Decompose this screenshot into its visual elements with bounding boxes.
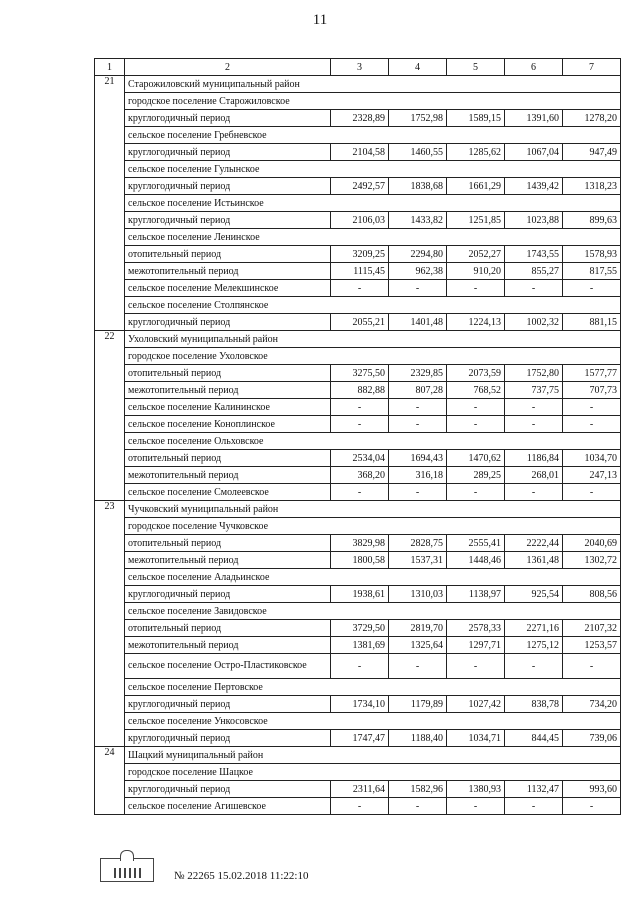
value-cell: - (563, 399, 621, 416)
value-cell: 247,13 (563, 467, 621, 484)
value-cell: 2534,04 (331, 450, 389, 467)
value-cell: 739,06 (563, 730, 621, 747)
table-row (95, 314, 621, 331)
value-cell: 1578,93 (563, 246, 621, 263)
table-row (95, 382, 621, 399)
period-label: отопительный период (125, 620, 331, 637)
settlement-name: сельское поселение Столпянское (125, 297, 621, 314)
value-cell: 925,54 (505, 586, 563, 603)
value-cell: 3729,50 (331, 620, 389, 637)
value-cell: 1275,12 (505, 637, 563, 654)
value-cell: 1002,32 (505, 314, 563, 331)
value-cell: - (331, 798, 389, 815)
value-cell: - (331, 654, 389, 679)
value-cell: 817,55 (563, 263, 621, 280)
table-row (95, 713, 621, 730)
settlement-name: сельское поселение Ункосовское (125, 713, 621, 730)
value-cell: - (563, 280, 621, 297)
period-label: межотопительный период (125, 382, 331, 399)
value-cell: 1401,48 (389, 314, 447, 331)
value-cell: - (331, 280, 389, 297)
value-cell: 899,63 (563, 212, 621, 229)
settlement-name: сельское поселение Коноплинское (125, 416, 331, 433)
table-row (95, 433, 621, 450)
header-cell: 3 (331, 59, 389, 76)
value-cell: 3829,98 (331, 535, 389, 552)
value-cell: 1310,03 (389, 586, 447, 603)
value-cell: 737,75 (505, 382, 563, 399)
value-cell: 1253,57 (563, 637, 621, 654)
value-cell: 1325,64 (389, 637, 447, 654)
table-row (95, 764, 621, 781)
period-label: круглогодичный период (125, 110, 331, 127)
value-cell: 1132,47 (505, 781, 563, 798)
table-row (95, 331, 621, 348)
value-cell: 368,20 (331, 467, 389, 484)
period-label: круглогодичный период (125, 696, 331, 713)
value-cell: 1694,43 (389, 450, 447, 467)
table-row (95, 730, 621, 747)
value-cell: 2107,32 (563, 620, 621, 637)
period-label: межотопительный период (125, 552, 331, 569)
table-row (95, 365, 621, 382)
period-label: круглогодичный период (125, 212, 331, 229)
settlement-name: городское поселение Чучковское (125, 518, 621, 535)
value-cell: 1752,80 (505, 365, 563, 382)
settlement-name: сельское поселение Аладьинское (125, 569, 621, 586)
value-cell: 316,18 (389, 467, 447, 484)
period-label: круглогодичный период (125, 314, 331, 331)
value-cell: 1179,89 (389, 696, 447, 713)
value-cell: 2294,80 (389, 246, 447, 263)
district-name: Чучковский муниципальный район (125, 501, 621, 518)
value-cell: 1661,29 (447, 178, 505, 195)
table-row (95, 620, 621, 637)
settlement-name: сельское поселение Агишевское (125, 798, 331, 815)
value-cell: 2271,16 (505, 620, 563, 637)
table-row (95, 679, 621, 696)
district-number: 21 (95, 76, 125, 331)
value-cell: 1188,40 (389, 730, 447, 747)
table-row (95, 93, 621, 110)
value-cell: 2555,41 (447, 535, 505, 552)
value-cell: - (389, 654, 447, 679)
value-cell: - (505, 399, 563, 416)
table-row (95, 161, 621, 178)
value-cell: 1439,42 (505, 178, 563, 195)
settlement-name: сельское поселение Истьинское (125, 195, 621, 212)
settlement-name: сельское поселение Калининское (125, 399, 331, 416)
value-cell: - (447, 484, 505, 501)
value-cell: 1318,23 (563, 178, 621, 195)
value-cell: - (505, 416, 563, 433)
settlement-name: сельское поселение Ольховское (125, 433, 621, 450)
value-cell: 768,52 (447, 382, 505, 399)
value-cell: 2328,89 (331, 110, 389, 127)
table-header (95, 59, 621, 76)
district-number: 22 (95, 331, 125, 501)
value-cell: 855,27 (505, 263, 563, 280)
value-cell: 1297,71 (447, 637, 505, 654)
value-cell: 1752,98 (389, 110, 447, 127)
district-number: 24 (95, 747, 125, 815)
value-cell: 993,60 (563, 781, 621, 798)
value-cell: - (389, 399, 447, 416)
value-cell: - (331, 399, 389, 416)
value-cell: 1470,62 (447, 450, 505, 467)
value-cell: 1800,58 (331, 552, 389, 569)
table-row (95, 518, 621, 535)
settlement-name: сельское поселение Гребневское (125, 127, 621, 144)
settlement-name: городское поселение Ухоловское (125, 348, 621, 365)
value-cell: 1537,31 (389, 552, 447, 569)
value-cell: 3209,25 (331, 246, 389, 263)
value-cell: 1433,82 (389, 212, 447, 229)
header-cell: 6 (505, 59, 563, 76)
table-row (95, 178, 621, 195)
value-cell: 2311,64 (331, 781, 389, 798)
period-label: межотопительный период (125, 637, 331, 654)
value-cell: 2828,75 (389, 535, 447, 552)
value-cell: 881,15 (563, 314, 621, 331)
value-cell: 910,20 (447, 263, 505, 280)
value-cell: - (563, 654, 621, 679)
header-cell: 4 (389, 59, 447, 76)
value-cell: 1115,45 (331, 263, 389, 280)
value-cell: 962,38 (389, 263, 447, 280)
value-cell: - (505, 484, 563, 501)
table-row (95, 569, 621, 586)
settlement-name: сельское поселение Ленинское (125, 229, 621, 246)
value-cell: 2052,27 (447, 246, 505, 263)
value-cell: 947,49 (563, 144, 621, 161)
period-label: круглогодичный период (125, 730, 331, 747)
value-cell: - (331, 416, 389, 433)
table-row (95, 297, 621, 314)
value-cell: 807,28 (389, 382, 447, 399)
header-cell: 7 (563, 59, 621, 76)
value-cell: 882,88 (331, 382, 389, 399)
table-row (95, 144, 621, 161)
value-cell: 1251,85 (447, 212, 505, 229)
footer (100, 858, 308, 882)
value-cell: - (505, 654, 563, 679)
value-cell: 2222,44 (505, 535, 563, 552)
value-cell: 1027,42 (447, 696, 505, 713)
table-row (95, 246, 621, 263)
table-row (95, 603, 621, 620)
value-cell: - (389, 484, 447, 501)
settlement-name: сельское поселение Остро-Пластиковское (125, 654, 331, 679)
page-number: 11 (312, 12, 328, 28)
value-cell: - (447, 798, 505, 815)
table-row (95, 552, 621, 569)
table-row (95, 416, 621, 433)
value-cell: - (563, 798, 621, 815)
district-name: Ухоловский муниципальный район (125, 331, 621, 348)
value-cell: 1034,71 (447, 730, 505, 747)
district-name: Старожиловский муниципальный район (125, 76, 621, 93)
period-label: отопительный период (125, 535, 331, 552)
table-row (95, 280, 621, 297)
settlement-name: сельское поселение Завидовское (125, 603, 621, 620)
value-cell: 3275,50 (331, 365, 389, 382)
table-row (95, 781, 621, 798)
value-cell: 1743,55 (505, 246, 563, 263)
table-row (95, 263, 621, 280)
value-cell: 2104,58 (331, 144, 389, 161)
value-cell: - (447, 399, 505, 416)
period-label: отопительный период (125, 246, 331, 263)
value-cell: 1838,68 (389, 178, 447, 195)
table-row (95, 212, 621, 229)
value-cell: 1577,77 (563, 365, 621, 382)
value-cell: 2073,59 (447, 365, 505, 382)
table-row (95, 110, 621, 127)
value-cell: 808,56 (563, 586, 621, 603)
table-row (95, 696, 621, 713)
value-cell: 1138,97 (447, 586, 505, 603)
table-row (95, 484, 621, 501)
value-cell: - (447, 280, 505, 297)
value-cell: 1391,60 (505, 110, 563, 127)
value-cell: 734,20 (563, 696, 621, 713)
value-cell: 1448,46 (447, 552, 505, 569)
value-cell: 2492,57 (331, 178, 389, 195)
registry-logo-icon (100, 858, 154, 882)
settlement-name: городское поселение Старожиловское (125, 93, 621, 110)
table-row (95, 467, 621, 484)
table-row (95, 535, 621, 552)
value-cell: 2819,70 (389, 620, 447, 637)
header-cell: 2 (125, 59, 331, 76)
table-row (95, 348, 621, 365)
value-cell: 1460,55 (389, 144, 447, 161)
table-row (95, 450, 621, 467)
value-cell: 1582,96 (389, 781, 447, 798)
settlement-name: городское поселение Шацкое (125, 764, 621, 781)
table-row (95, 747, 621, 764)
value-cell: 2055,21 (331, 314, 389, 331)
value-cell: 1381,69 (331, 637, 389, 654)
settlement-name: сельское поселение Смолеевское (125, 484, 331, 501)
value-cell: 1278,20 (563, 110, 621, 127)
period-label: круглогодичный период (125, 781, 331, 798)
value-cell: 289,25 (447, 467, 505, 484)
value-cell: - (389, 416, 447, 433)
value-cell: 838,78 (505, 696, 563, 713)
header-cell: 5 (447, 59, 505, 76)
header-cell: 1 (95, 59, 125, 76)
table-row (95, 798, 621, 815)
value-cell: - (331, 484, 389, 501)
period-label: круглогодичный период (125, 178, 331, 195)
period-label: межотопительный период (125, 263, 331, 280)
table-row (95, 501, 621, 518)
settlement-name: сельское поселение Мелекшинское (125, 280, 331, 297)
table-row (95, 76, 621, 93)
table-row (95, 229, 621, 246)
value-cell: 268,01 (505, 467, 563, 484)
value-cell: - (447, 416, 505, 433)
value-cell: 1302,72 (563, 552, 621, 569)
table-body (95, 76, 621, 815)
value-cell: 1224,13 (447, 314, 505, 331)
value-cell: - (389, 798, 447, 815)
value-cell: - (563, 484, 621, 501)
tariff-table (94, 58, 621, 815)
value-cell: - (389, 280, 447, 297)
value-cell: - (505, 280, 563, 297)
value-cell: - (447, 654, 505, 679)
registration-stamp: № 22265 15.02.2018 11:22:10 (174, 870, 309, 882)
value-cell: 707,73 (563, 382, 621, 399)
value-cell: 1023,88 (505, 212, 563, 229)
period-label: межотопительный период (125, 467, 331, 484)
table-row (95, 654, 621, 679)
value-cell: 1361,48 (505, 552, 563, 569)
table-row (95, 399, 621, 416)
value-cell: 2106,03 (331, 212, 389, 229)
table-row (95, 195, 621, 212)
settlement-name: сельское поселение Пертовское (125, 679, 621, 696)
value-cell: 2040,69 (563, 535, 621, 552)
settlement-name: сельское поселение Гулынское (125, 161, 621, 178)
table-row (95, 586, 621, 603)
district-number: 23 (95, 501, 125, 747)
table-row (95, 637, 621, 654)
value-cell: 1589,15 (447, 110, 505, 127)
period-label: отопительный период (125, 365, 331, 382)
district-name: Шацкий муниципальный район (125, 747, 621, 764)
value-cell: 844,45 (505, 730, 563, 747)
value-cell: 1938,61 (331, 586, 389, 603)
value-cell: 1285,62 (447, 144, 505, 161)
table-row (95, 127, 621, 144)
period-label: круглогодичный период (125, 144, 331, 161)
value-cell: 1186,84 (505, 450, 563, 467)
value-cell: 1380,93 (447, 781, 505, 798)
value-cell: - (505, 798, 563, 815)
value-cell: 1067,04 (505, 144, 563, 161)
value-cell: 2329,85 (389, 365, 447, 382)
period-label: круглогодичный период (125, 586, 331, 603)
value-cell: 1747,47 (331, 730, 389, 747)
period-label: отопительный период (125, 450, 331, 467)
value-cell: 1734,10 (331, 696, 389, 713)
value-cell: 1034,70 (563, 450, 621, 467)
value-cell: 2578,33 (447, 620, 505, 637)
value-cell: - (563, 416, 621, 433)
